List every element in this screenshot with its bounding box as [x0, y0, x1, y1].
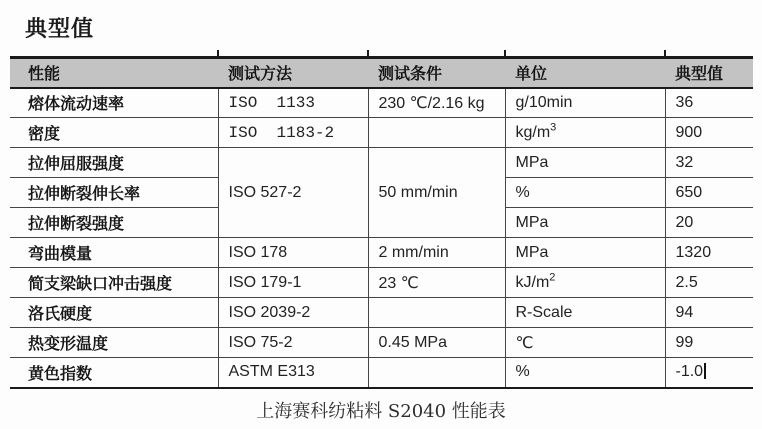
test-condition-cell: 2 mm/min: [368, 238, 505, 268]
property-cell: 密度: [10, 118, 218, 148]
property-cell: 拉伸断裂伸长率: [10, 178, 218, 208]
unit-cell: g/10min: [505, 88, 665, 118]
value-cell: -1.0: [665, 358, 753, 388]
property-cell: 拉伸屈服强度: [10, 148, 218, 178]
table-row: [10, 358, 753, 388]
property-cell: 简支梁缺口冲击强度: [10, 268, 218, 298]
property-cell: 洛氏硬度: [10, 298, 218, 328]
page-title: 典型值: [25, 16, 95, 41]
properties-table: [10, 56, 753, 389]
property-cell: 熔体流动速率: [10, 88, 218, 118]
test-method-cell: ISO 179-1: [218, 268, 368, 298]
unit-cell: %: [505, 178, 665, 208]
table-row: [10, 328, 753, 358]
unit-superscript: 2: [549, 271, 556, 284]
test-condition-cell: [368, 298, 505, 328]
table-row: [10, 88, 753, 118]
test-method-cell: ISO 2039-2: [218, 298, 368, 328]
value-cell: 20: [665, 208, 753, 238]
table-row: [10, 298, 753, 328]
unit-superscript: 3: [550, 121, 557, 134]
header-cell-property: 性能: [10, 58, 218, 88]
test-method-cell: ISO 1183-2: [218, 118, 368, 148]
test-condition-cell: 230 ℃/2.16 kg: [368, 88, 505, 118]
table-row: [10, 238, 753, 268]
value-cell: 32: [665, 148, 753, 178]
test-method-cell: ASTM E313: [218, 358, 368, 388]
table-row: [10, 118, 753, 148]
table-caption: 上海赛科纺粘料 S2040 性能表: [256, 401, 506, 422]
table-row: [10, 268, 753, 298]
value-cell: 2.5: [665, 268, 753, 298]
unit-cell: MPa: [505, 208, 665, 238]
property-cell: 拉伸断裂强度: [10, 208, 218, 238]
property-cell: 热变形温度: [10, 328, 218, 358]
test-condition-cell: [368, 358, 505, 388]
text-cursor: [704, 363, 706, 379]
value-cell: 650: [665, 178, 753, 208]
unit-cell: %: [505, 358, 665, 388]
header-cell-unit: 单位: [505, 58, 665, 88]
header-row: [10, 58, 753, 88]
unit-cell: MPa: [505, 148, 665, 178]
property-cell: 弯曲模量: [10, 238, 218, 268]
test-condition-cell: 0.45 MPa: [368, 328, 505, 358]
header-cell-test-method: 测试方法: [218, 58, 368, 88]
value-cell: 94: [665, 298, 753, 328]
test-method-cell: ISO 1133: [218, 88, 368, 118]
table-body: [10, 88, 753, 388]
test-method-cell: ISO 527-2: [218, 148, 368, 238]
value-cell: 99: [665, 328, 753, 358]
unit-cell: MPa: [505, 238, 665, 268]
test-condition-cell: 23 ℃: [368, 268, 505, 298]
value-cell: 1320: [665, 238, 753, 268]
test-method-cell: ISO 178: [218, 238, 368, 268]
unit-cell: R-Scale: [505, 298, 665, 328]
test-method-cell: ISO 75-2: [218, 328, 368, 358]
unit-cell: ℃: [505, 328, 665, 358]
test-condition-cell: [368, 118, 505, 148]
table-row: [10, 148, 753, 178]
property-cell: 黄色指数: [10, 358, 218, 388]
value-cell: 900: [665, 118, 753, 148]
test-condition-cell: 50 mm/min: [368, 148, 505, 238]
unit-cell: $kJ/m^2$: [505, 268, 665, 298]
header-cell-typical-value: 典型值: [665, 58, 753, 88]
table-header: [10, 58, 753, 88]
value-cell: 36: [665, 88, 753, 118]
header-cell-test-condition: 测试条件: [368, 58, 505, 88]
unit-cell: $kg/m^3$: [505, 118, 665, 148]
